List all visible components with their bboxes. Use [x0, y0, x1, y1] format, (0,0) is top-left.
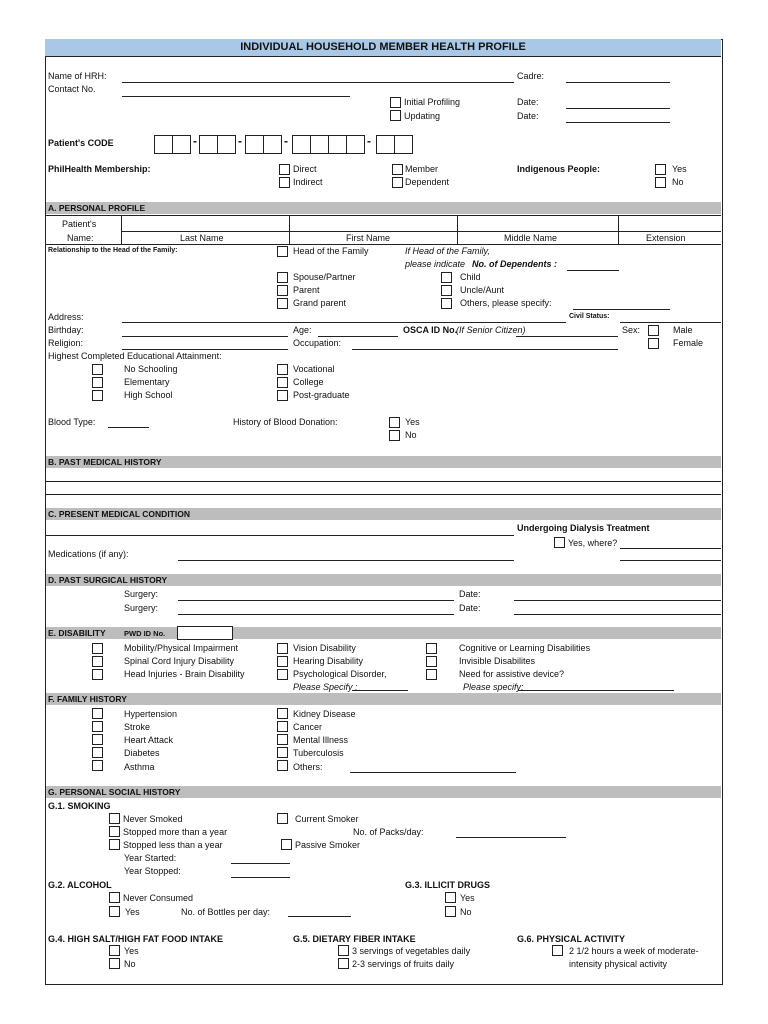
blood-donation-label: History of Blood Donation:: [233, 417, 338, 427]
fruits-label: 2-3 servings of fruits daily: [352, 959, 455, 969]
please-indicate-note: please indicate: [405, 259, 466, 269]
name-table-divider-4: [618, 215, 619, 244]
head-checkbox[interactable]: [277, 246, 288, 257]
vegetables-checkbox[interactable]: [338, 945, 349, 956]
hearing-label: Hearing Disability: [293, 656, 364, 666]
cancer-checkbox[interactable]: [277, 721, 288, 732]
religion-label: Religion:: [48, 338, 84, 348]
member-label: Member: [405, 164, 439, 174]
osca-note: (If Senior Citizen): [456, 325, 526, 335]
surgery-label-1: Surgery:: [124, 589, 159, 599]
no-dependents-label: No. of Dependents :: [472, 259, 557, 269]
psychological-specify-field[interactable]: [352, 690, 408, 691]
spinal-label: Spinal Cord Injury Disability: [124, 656, 235, 666]
college-label: College: [293, 377, 324, 387]
sex-label: Sex:: [622, 325, 641, 335]
illicit-drugs-label: G.3. ILLICIT DRUGS: [405, 880, 491, 890]
postgrad-checkbox[interactable]: [277, 390, 288, 401]
bottles-field[interactable]: [288, 916, 351, 917]
indigenous-no-checkbox[interactable]: [655, 177, 666, 188]
assistive-label: Need for assistive device?: [459, 669, 565, 679]
stopped-more-checkbox[interactable]: [109, 826, 120, 837]
mental-illness-checkbox[interactable]: [277, 734, 288, 745]
indirect-checkbox[interactable]: [279, 177, 290, 188]
surgery-date-field-1[interactable]: [514, 600, 721, 601]
stroke-label: Stroke: [124, 722, 151, 732]
section-g-header: G. PERSONAL SOCIAL HISTORY: [46, 786, 721, 798]
stopped-more-label: Stopped more than a year: [123, 827, 228, 837]
section-c-header: C. PRESENT MEDICAL CONDITION: [46, 508, 721, 520]
name-hrh-label: Name of HRH:: [48, 71, 107, 81]
year-started-label: Year Started:: [124, 853, 177, 863]
invisible-checkbox[interactable]: [426, 656, 437, 667]
updating-label: Updating: [404, 111, 441, 121]
name-hrh-field[interactable]: [122, 82, 514, 83]
civil-status-label: Civil Status:: [569, 313, 610, 320]
name-table-divider-1: [121, 215, 122, 244]
never-consumed-label: Never Consumed: [123, 893, 194, 903]
vision-label: Vision Disability: [293, 643, 356, 653]
year-stopped-label: Year Stopped:: [124, 866, 181, 876]
head-injury-checkbox[interactable]: [92, 669, 103, 680]
salt-yes-label: Yes: [124, 946, 139, 956]
cadre-label: Cadre:: [517, 71, 545, 81]
diabetes-label: Diabetes: [124, 748, 160, 758]
date-field-1[interactable]: [566, 108, 670, 109]
philhealth-label: PhilHealth Membership:: [48, 164, 151, 174]
cadre-field[interactable]: [566, 82, 670, 83]
date-label: Date:: [517, 97, 539, 107]
highschool-label: High School: [124, 390, 173, 400]
please-specify-label-2: Please specify:: [463, 682, 524, 692]
passive-smoker-checkbox[interactable]: [281, 839, 292, 850]
name-table-bottom: [46, 244, 721, 245]
spouse-label: Spouse/Partner: [293, 272, 356, 282]
invisible-label: Invisible Disabilites: [459, 656, 536, 666]
spouse-checkbox[interactable]: [277, 272, 288, 283]
name-label: Name:: [67, 233, 94, 243]
alcohol-yes-label: Yes: [125, 907, 140, 917]
hypertension-label: Hypertension: [124, 709, 178, 719]
dialysis-where-field-2[interactable]: [620, 560, 721, 561]
date-field-2[interactable]: [566, 122, 670, 123]
mental-illness-label: Mental Illness: [293, 735, 349, 745]
uncle-label: Uncle/Aunt: [460, 285, 505, 295]
never-smoked-checkbox[interactable]: [109, 813, 120, 824]
female-checkbox[interactable]: [648, 338, 659, 349]
pwd-field[interactable]: [177, 626, 233, 640]
physical-activity-checkbox[interactable]: [552, 945, 563, 956]
medications-label: Medications (if any):: [48, 549, 129, 559]
grandparent-label: Grand parent: [293, 298, 347, 308]
spinal-checkbox[interactable]: [92, 656, 103, 667]
others-family-label: Others:: [293, 762, 323, 772]
blood-donation-no-label: No: [405, 430, 417, 440]
vision-checkbox[interactable]: [277, 643, 288, 654]
packs-label: No. of Packs/day:: [353, 827, 424, 837]
diabetes-checkbox[interactable]: [92, 747, 103, 758]
section-f-header: F. FAMILY HISTORY: [46, 693, 721, 705]
past-medical-line-2[interactable]: [46, 494, 721, 495]
current-smoker-checkbox[interactable]: [277, 813, 288, 824]
year-started-field[interactable]: [231, 863, 290, 864]
name-table-top: [46, 215, 721, 216]
education-label: Highest Completed Educational Attainment:: [48, 351, 222, 361]
physical-activity-text-1: 2 1/2 hours a week of moderate-: [569, 946, 699, 956]
updating-checkbox[interactable]: [390, 110, 401, 121]
salt-no-checkbox[interactable]: [109, 958, 120, 969]
dialysis-yes-checkbox[interactable]: [554, 537, 565, 548]
female-label: Female: [673, 338, 704, 348]
last-name-label: Last Name: [180, 233, 224, 243]
never-smoked-label: Never Smoked: [123, 814, 183, 824]
indigenous-yes-checkbox[interactable]: [655, 164, 666, 175]
elementary-checkbox[interactable]: [92, 377, 103, 388]
parent-checkbox[interactable]: [277, 285, 288, 296]
psychological-label: Psychological Disorder,: [293, 669, 387, 679]
section-d-header: D. PAST SURGICAL HISTORY: [46, 574, 721, 586]
salt-no-label: No: [124, 959, 136, 969]
osca-label: OSCA ID No.: [403, 325, 458, 335]
elementary-label: Elementary: [124, 377, 170, 387]
age-field[interactable]: [318, 336, 398, 337]
hypertension-checkbox[interactable]: [92, 708, 103, 719]
uncle-checkbox[interactable]: [441, 285, 452, 296]
if-head-note: If Head of the Family,: [405, 246, 490, 256]
child-label: Child: [460, 272, 481, 282]
indirect-label: Indirect: [293, 177, 323, 187]
dialysis-where-field[interactable]: [620, 548, 721, 549]
heart-attack-checkbox[interactable]: [92, 734, 103, 745]
surgery-label-2: Surgery:: [124, 603, 159, 613]
present-line-1[interactable]: [46, 535, 514, 536]
head-label: Head of the Family: [293, 246, 369, 256]
others-relationship-checkbox[interactable]: [441, 298, 452, 309]
dependent-checkbox[interactable]: [392, 177, 403, 188]
salt-yes-checkbox[interactable]: [109, 945, 120, 956]
physical-activity-text-2: intensity physical activity: [569, 959, 668, 969]
name-table-divider-3: [457, 215, 458, 244]
others-relationship-label: Others, please specify:: [460, 298, 552, 308]
others-family-field[interactable]: [350, 772, 516, 773]
drugs-no-label: No: [460, 907, 472, 917]
tuberculosis-label: Tuberculosis: [293, 748, 344, 758]
surgery-date-field-2[interactable]: [514, 614, 721, 615]
drugs-no-checkbox[interactable]: [445, 906, 456, 917]
mobility-label: Mobility/Physical Impairment: [124, 643, 239, 653]
male-checkbox[interactable]: [648, 325, 659, 336]
blood-type-field[interactable]: [108, 427, 149, 428]
form-title: INDIVIDUAL HOUSEHOLD MEMBER HEALTH PROFILE: [45, 39, 721, 57]
date-label-2: Date:: [517, 111, 539, 121]
relationship-label: Relationship to the Head of the Family:: [48, 247, 178, 254]
surgery-field-1[interactable]: [178, 600, 454, 601]
middle-name-label: Middle Name: [504, 233, 558, 243]
others-family-checkbox[interactable]: [277, 760, 288, 771]
stopped-less-checkbox[interactable]: [109, 839, 120, 850]
please-specify-label: Please Specify :: [293, 682, 358, 692]
section-e-header: E. DISABILITY: [46, 627, 721, 639]
civil-status-field[interactable]: [620, 322, 721, 323]
child-checkbox[interactable]: [441, 272, 452, 283]
initial-profiling-label: Initial Profiling: [404, 97, 461, 107]
drugs-yes-checkbox[interactable]: [445, 892, 456, 903]
asthma-label: Asthma: [124, 762, 155, 772]
member-checkbox[interactable]: [392, 164, 403, 175]
vocational-checkbox[interactable]: [277, 364, 288, 375]
indigenous-yes-label: Yes: [672, 164, 687, 174]
address-field[interactable]: [122, 322, 566, 323]
birthday-label: Birthday:: [48, 325, 84, 335]
medications-field[interactable]: [178, 560, 514, 561]
patients-label: Patient's: [62, 219, 97, 229]
heart-attack-label: Heart Attack: [124, 735, 174, 745]
college-checkbox[interactable]: [277, 377, 288, 388]
passive-smoker-label: Passive Smoker: [295, 840, 361, 850]
section-a-header: A. PERSONAL PROFILE: [46, 202, 721, 214]
pwd-label: PWD ID No.: [124, 629, 166, 638]
vegetables-label: 3 servings of vegetables daily: [352, 946, 471, 956]
occupation-label: Occupation:: [293, 338, 342, 348]
patient-code-label: Patient's CODE: [48, 138, 114, 148]
bottles-label: No. of Bottles per day:: [181, 907, 271, 917]
indigenous-label: Indigenous People:: [517, 164, 601, 174]
indigenous-no-label: No: [672, 177, 684, 187]
mobility-checkbox[interactable]: [92, 643, 103, 654]
name-table-mid: [122, 231, 721, 232]
assistive-specify-field[interactable]: [518, 690, 674, 691]
dialysis-yes-label: Yes, where?: [568, 538, 618, 548]
asthma-checkbox[interactable]: [92, 760, 103, 771]
direct-checkbox[interactable]: [279, 164, 290, 175]
physical-activity-label: G.6. PHYSICAL ACTIVITY: [517, 934, 626, 944]
drugs-yes-label: Yes: [460, 893, 475, 903]
past-medical-line-1[interactable]: [46, 481, 721, 482]
alcohol-yes-checkbox[interactable]: [109, 906, 120, 917]
alcohol-label: G.2. ALCOHOL: [48, 880, 112, 890]
current-smoker-label: Current Smoker: [295, 814, 359, 824]
dialysis-label: Undergoing Dialysis Treatment: [517, 523, 650, 533]
blood-donation-yes-checkbox[interactable]: [389, 417, 400, 428]
postgrad-label: Post-graduate: [293, 390, 350, 400]
initial-profiling-checkbox[interactable]: [390, 97, 401, 108]
assistive-checkbox[interactable]: [426, 669, 437, 680]
cognitive-checkbox[interactable]: [426, 643, 437, 654]
smoking-label: G.1. SMOKING: [48, 801, 111, 811]
year-stopped-field[interactable]: [231, 877, 290, 878]
kidney-label: Kidney Disease: [293, 709, 356, 719]
no-schooling-checkbox[interactable]: [92, 364, 103, 375]
extension-label: Extension: [646, 233, 686, 243]
address-label: Address:: [48, 312, 84, 322]
vocational-label: Vocational: [293, 364, 335, 374]
head-injury-label: Head Injuries - Brain Disability: [124, 669, 245, 679]
direct-label: Direct: [293, 164, 317, 174]
kidney-checkbox[interactable]: [277, 708, 288, 719]
dependent-label: Dependent: [405, 177, 450, 187]
male-label: Male: [673, 325, 693, 335]
blood-donation-no-checkbox[interactable]: [389, 430, 400, 441]
osca-field[interactable]: [516, 336, 618, 337]
dependents-field[interactable]: [567, 270, 619, 271]
cognitive-label: Cognitive or Learning Disabilities: [459, 643, 591, 653]
birthday-field[interactable]: [122, 336, 288, 337]
surgery-date-label-1: Date:: [459, 589, 481, 599]
occupation-field[interactable]: [352, 349, 618, 350]
contact-field[interactable]: [122, 96, 350, 97]
age-label: Age:: [293, 325, 312, 335]
others-relationship-field[interactable]: [573, 309, 670, 310]
no-schooling-label: No Schooling: [124, 364, 178, 374]
name-table-divider-2: [289, 215, 290, 244]
stopped-less-label: Stopped less than a year: [123, 840, 223, 850]
hearing-checkbox[interactable]: [277, 656, 288, 667]
first-name-label: First Name: [346, 233, 391, 243]
surgery-field-2[interactable]: [178, 614, 454, 615]
stroke-checkbox[interactable]: [92, 721, 103, 732]
highschool-checkbox[interactable]: [92, 390, 103, 401]
contact-label: Contact No.: [48, 84, 96, 94]
fruits-checkbox[interactable]: [338, 958, 349, 969]
surgery-date-label-2: Date:: [459, 603, 481, 613]
tuberculosis-checkbox[interactable]: [277, 747, 288, 758]
section-b-header: B. PAST MEDICAL HISTORY: [46, 456, 721, 468]
never-consumed-checkbox[interactable]: [109, 892, 120, 903]
psychological-checkbox[interactable]: [277, 669, 288, 680]
cancer-label: Cancer: [293, 722, 323, 732]
packs-field[interactable]: [456, 837, 566, 838]
grandparent-checkbox[interactable]: [277, 298, 288, 309]
parent-label: Parent: [293, 285, 320, 295]
fiber-label: G.5. DIETARY FIBER INTAKE: [293, 934, 416, 944]
blood-donation-yes-label: Yes: [405, 417, 420, 427]
blood-type-label: Blood Type:: [48, 417, 96, 427]
religion-field[interactable]: [122, 349, 288, 350]
salt-fat-label: G.4. HIGH SALT/HIGH FAT FOOD INTAKE: [48, 934, 223, 944]
